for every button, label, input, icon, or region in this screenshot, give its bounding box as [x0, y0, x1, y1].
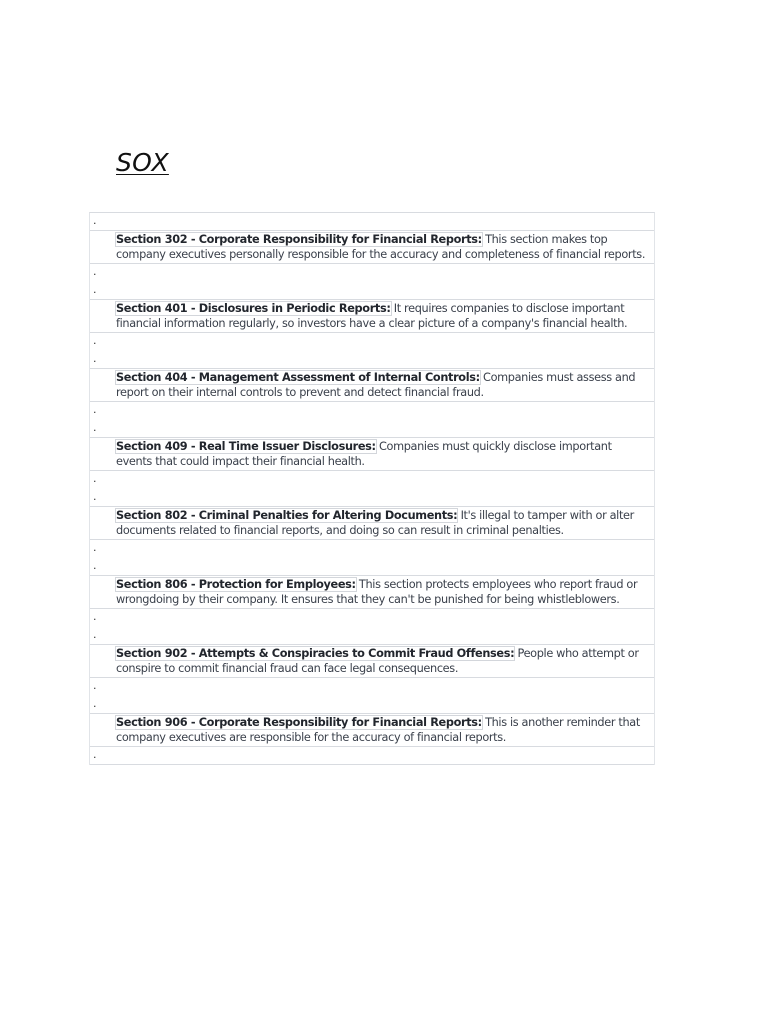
section-text: Companies must quickly disclose important events that could impact their financial health. — [116, 439, 612, 468]
section-heading: Section 802 - Criminal Penalties for Altering Documents: — [116, 508, 458, 522]
bullet-icon: · — [93, 544, 97, 557]
section-text: It's illegal to tamper with or alter documents related to financial reports, and doing so can result in criminal penalties. — [116, 508, 634, 537]
bullet-icon: · — [93, 475, 97, 488]
bullet-row — [90, 678, 654, 714]
section-text: People who attempt or conspire to commit financial fraud can face legal consequences. — [116, 646, 639, 675]
section-item — [90, 300, 654, 334]
bullet-row — [90, 402, 654, 438]
section-text: This section makes top company executives personally responsible for the accuracy and completeness of financial reports. — [116, 232, 646, 261]
section-item — [90, 714, 654, 748]
page-title: SOX — [116, 148, 169, 177]
section-heading: Section 302 - Corporate Responsibility for Financial Reports: — [116, 232, 482, 246]
bullet-icon: · — [93, 631, 97, 644]
sections-list — [89, 212, 655, 765]
bullet-icon: · — [93, 424, 97, 437]
section-item — [90, 507, 654, 541]
bullet-icon: · — [93, 337, 97, 350]
bullet-row — [90, 471, 654, 507]
bullet-icon: · — [93, 268, 97, 281]
section-item — [90, 231, 654, 265]
bullet-row — [90, 333, 654, 369]
bullet-icon: · — [93, 355, 97, 368]
section-heading: Section 404 - Management Assessment of Internal Controls: — [116, 370, 480, 384]
section-item — [90, 438, 654, 472]
section-text: This is another reminder that company executives are responsible for the accuracy of financial reports. — [116, 715, 640, 744]
bullet-icon: · — [93, 751, 97, 764]
section-text: It requires companies to disclose important financial information regularly, so investors have a clear picture of a company's financial health. — [116, 301, 628, 330]
bullet-row — [90, 213, 654, 231]
bullet-icon: · — [93, 406, 97, 419]
bullet-row — [90, 747, 654, 765]
section-item — [90, 645, 654, 679]
bullet-row — [90, 540, 654, 576]
bullet-row — [90, 609, 654, 645]
bullet-icon: · — [93, 562, 97, 575]
section-heading: Section 409 - Real Time Issuer Disclosures: — [116, 439, 376, 453]
bullet-row — [90, 264, 654, 300]
section-heading: Section 401 - Disclosures in Periodic Reports: — [116, 301, 391, 315]
bullet-icon: · — [93, 286, 97, 299]
section-heading: Section 902 - Attempts & Conspiracies to Commit Fraud Offenses: — [116, 646, 515, 660]
section-text: This section protects employees who report fraud or wrongdoing by their company. It ensures that they can't be punished for being whistleblowers. — [116, 577, 638, 606]
bullet-icon: · — [93, 700, 97, 713]
section-item — [90, 576, 654, 610]
bullet-icon: · — [93, 217, 97, 230]
section-heading: Section 906 - Corporate Responsibility for Financial Reports: — [116, 715, 482, 729]
bullet-icon: · — [93, 613, 97, 626]
section-heading: Section 806 - Protection for Employees: — [116, 577, 356, 591]
section-text: Companies must assess and report on their internal controls to prevent and detect financial fraud. — [116, 370, 636, 399]
bullet-icon: · — [93, 682, 97, 695]
bullet-icon: · — [93, 493, 97, 506]
section-item — [90, 369, 654, 403]
